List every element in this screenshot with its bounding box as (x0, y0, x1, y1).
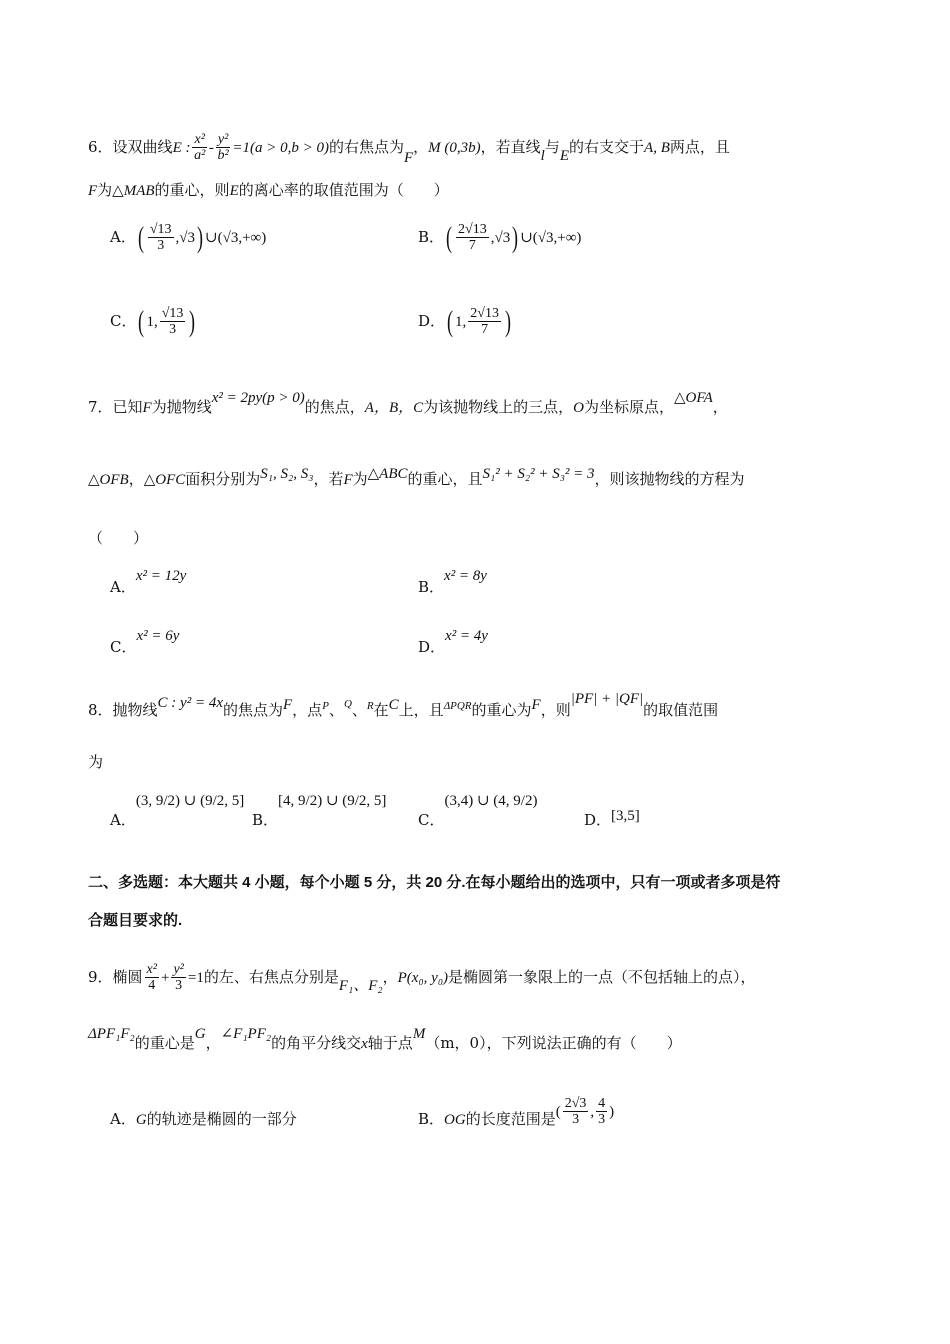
text: 轴于点 (367, 1034, 413, 1052)
text: ，若 (313, 470, 344, 488)
q7-option-a[interactable] (110, 568, 187, 596)
math: O (573, 400, 584, 416)
option-label: A． (110, 578, 136, 596)
math: P(x₀, y₀) (397, 969, 449, 986)
option-label: A． (110, 227, 136, 246)
text: 的轨迹是椭圆的一部分 (146, 1110, 297, 1128)
q9-option-b[interactable] (418, 1096, 614, 1128)
math: A, B (644, 139, 670, 156)
math: M (412, 1026, 426, 1042)
q6-line2 (88, 183, 449, 199)
q6-line1 (88, 132, 730, 164)
text: ，则该抛物线的方程为 (594, 470, 745, 488)
math: ΔPF₁F₂ (88, 1026, 135, 1042)
text: ， (128, 470, 144, 488)
math: △ABC (367, 466, 408, 482)
option-label: B． (418, 1109, 445, 1128)
math: 1, (455, 313, 467, 330)
math: G (135, 1112, 147, 1128)
option-label: D． (418, 638, 446, 656)
text: 的角平分线交 (271, 1034, 362, 1052)
paren: ( (555, 1103, 561, 1120)
math: x (361, 1036, 368, 1052)
math: Q (343, 698, 352, 710)
math: △OFA (674, 390, 713, 406)
math: E : (172, 139, 191, 156)
math: OG (444, 1111, 466, 1128)
option-label: B． (418, 227, 445, 246)
text: 为坐标原点， (584, 398, 675, 416)
fraction (456, 222, 489, 254)
option-label: D． (418, 311, 446, 330)
text: ，则 (540, 701, 571, 719)
math: (√3,+∞) (217, 229, 267, 246)
math: (3,4) ∪ (4, 9/2) (444, 793, 538, 809)
text: 在 (373, 701, 389, 719)
paren: ) (197, 220, 204, 254)
q9-number: 9．椭圆 (88, 967, 143, 986)
math: 4 (148, 978, 156, 994)
text: 两点，且 (669, 137, 730, 156)
text: 、 (328, 701, 344, 719)
math: 2√13 (470, 306, 499, 321)
q8-line1 (88, 691, 719, 719)
option-label: C． (110, 638, 137, 656)
q7-line2 (88, 466, 745, 488)
math: R (366, 700, 374, 712)
paren: ) (189, 304, 196, 338)
text: 为该抛物线上的三点， (423, 398, 574, 416)
minus: - (208, 139, 214, 156)
q9-line2 (88, 1026, 682, 1052)
math: P (322, 700, 329, 712)
math: ∪ (520, 229, 533, 246)
q8-option-c[interactable] (418, 793, 538, 829)
math: C (388, 697, 399, 713)
math: F (88, 183, 98, 199)
text: ，点 (292, 701, 323, 719)
fraction (145, 962, 159, 994)
math: l (540, 147, 545, 164)
math: x² = 6y (136, 628, 180, 644)
text: 为△ (97, 181, 124, 199)
math: A，B，C (364, 400, 424, 416)
math: 3 (169, 322, 177, 338)
math: x² = 2py(p > 0) (211, 390, 305, 406)
q7-option-c[interactable] (110, 628, 180, 656)
math: x² (194, 132, 205, 147)
q7-number: 7．已知 (88, 398, 143, 416)
math: |PF| + |QF| (570, 691, 644, 707)
math: F (283, 697, 293, 713)
q8-option-d[interactable] (584, 808, 640, 829)
fraction (148, 222, 174, 254)
text: 为 (88, 753, 104, 771)
heading-text: 二、多选题：本大题共 4 小题，每个小题 5 分，共 20 分.在每小题给出的选项中，只有一项或者多项是符 (88, 874, 781, 891)
text: 的右焦点为 (328, 137, 404, 156)
math: 2√3 (564, 1096, 587, 1111)
q6-option-c[interactable] (110, 306, 197, 338)
math: G (194, 1026, 206, 1042)
text: ， (413, 137, 429, 156)
option-label: D． (584, 811, 612, 829)
text: 的重心是 (134, 1034, 195, 1052)
math: a² (194, 148, 206, 164)
q9-option-a[interactable] (110, 1112, 297, 1128)
math: F (531, 697, 541, 713)
math: y² (173, 962, 184, 977)
fraction (192, 132, 206, 164)
math: (√3,+∞) (532, 229, 582, 246)
fraction (563, 1096, 589, 1128)
paren: ( (447, 304, 454, 338)
math: ,√3 (490, 229, 511, 246)
q7-line3 (88, 531, 148, 546)
option-label: A． (110, 1110, 136, 1128)
math: ∠F₁PF₂ (220, 1026, 272, 1042)
text: 的右支交于 (569, 137, 645, 156)
math: F (142, 400, 152, 416)
text: 的重心为 (471, 701, 532, 719)
comma: , (590, 1103, 595, 1120)
math: 4 (598, 1096, 606, 1111)
math: x² (146, 962, 157, 977)
q8-line2 (88, 755, 103, 770)
option-label: C． (110, 311, 137, 330)
q7-option-d[interactable] (418, 628, 488, 656)
text: 是椭圆第一象限上的一点（不包括轴上的点）， (448, 967, 756, 986)
math: M (0,3b) (428, 139, 481, 156)
math: E (229, 183, 239, 199)
text: 的焦点， (304, 398, 365, 416)
text: （m，0），下列说法正确的有（ ） (425, 1034, 682, 1052)
math: ∪ (205, 229, 218, 246)
math: F₁、F₂ (338, 977, 383, 994)
option-label: C． (418, 811, 445, 829)
math: F (403, 149, 414, 166)
paren: ) (609, 1103, 615, 1120)
math: 3 (598, 1112, 606, 1128)
text: 的长度范围是 (465, 1109, 556, 1128)
text: 面积分别为 (185, 470, 261, 488)
fraction (596, 1096, 607, 1128)
fraction (468, 306, 501, 338)
text: 为抛物线 (151, 398, 212, 416)
math: F (343, 472, 353, 488)
math: (3, 9/2) ∪ (9/2, 5] (135, 793, 245, 809)
math: √13 (149, 222, 172, 237)
text: ，若直线 (480, 137, 541, 156)
math: √13 (161, 306, 184, 321)
math: S₁² + S₂² + S₃² = 3 (482, 466, 595, 482)
paren: ( (138, 304, 145, 338)
text: 的重心，且 (407, 470, 483, 488)
q8-option-b[interactable] (252, 793, 387, 829)
fraction (171, 962, 185, 994)
heading-text: 合题目要求的. (88, 912, 183, 929)
option-label: B． (252, 811, 279, 829)
math: C : y² = 4x (157, 695, 223, 711)
math: =1 (187, 969, 204, 986)
math: x² = 4y (445, 628, 488, 644)
math: + (160, 969, 170, 986)
math: 3 (175, 978, 183, 994)
math: 2√13 (458, 222, 487, 237)
section-heading (88, 875, 781, 890)
q7-option-b[interactable] (418, 568, 487, 596)
text: 的离心率的取值范围为（ ） (238, 181, 449, 199)
text: 的左、右焦点分别是 (203, 967, 339, 986)
text: ， (205, 1034, 221, 1052)
math: E (559, 147, 570, 164)
math: S₁, S₂, S₃ (260, 466, 314, 482)
q7-line1 (88, 390, 728, 416)
text: 上，且 (398, 701, 444, 719)
q9-line1 (88, 962, 756, 994)
math: 7 (481, 322, 489, 338)
text: 的焦点为 (222, 701, 283, 719)
text: 与 (544, 137, 560, 156)
paren: ) (504, 304, 511, 338)
text: ， (382, 967, 398, 986)
math: 7 (468, 238, 476, 254)
q6-option-a[interactable] (110, 222, 266, 254)
math: 3 (157, 238, 165, 254)
math: [4, 9/2) ∪ (9/2, 5] (278, 793, 387, 809)
q6-option-b[interactable] (418, 222, 581, 254)
math: x² = 8y (444, 568, 487, 584)
answer-paren: （ ） (88, 529, 149, 547)
text: 为 (352, 470, 368, 488)
math: =1(a > 0,b > 0) (232, 139, 329, 156)
text: 、 (351, 701, 367, 719)
option-label: A． (110, 811, 136, 829)
math: △OFC (143, 472, 186, 488)
math: MAB (123, 183, 155, 199)
q8-number: 8．抛物线 (88, 701, 158, 719)
math: 3 (572, 1112, 580, 1128)
q6-number: 6． (88, 137, 113, 156)
math: y² (217, 132, 229, 147)
math: 1, (146, 313, 158, 330)
math: ΔPQR (443, 700, 472, 712)
math: x² = 12y (135, 568, 187, 584)
math: ,√3 (175, 229, 196, 246)
option-label: B． (418, 578, 445, 596)
math: b² (217, 148, 229, 164)
q6-option-d[interactable] (418, 306, 513, 338)
fraction (216, 132, 230, 164)
paren: ( (446, 220, 453, 254)
section-heading-line2 (88, 913, 182, 928)
math: △OFB (88, 472, 129, 488)
text: ， (712, 398, 728, 416)
fraction (160, 306, 186, 338)
paren: ( (137, 220, 144, 254)
q8-option-a[interactable] (110, 793, 245, 829)
text: 设双曲线 (112, 137, 173, 156)
text: 的重心，则 (154, 181, 230, 199)
text: 的取值范围 (643, 701, 719, 719)
math: [3,5] (611, 808, 640, 824)
paren: ) (512, 220, 519, 254)
